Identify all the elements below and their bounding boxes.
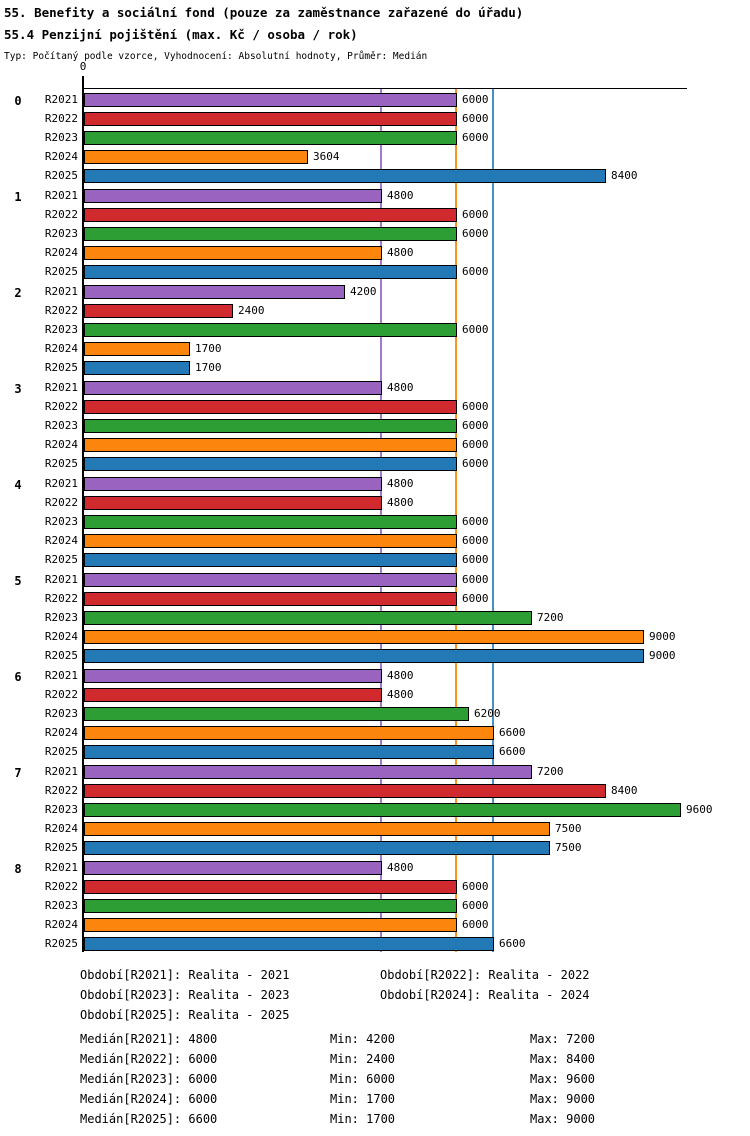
row-label-R2021: R2021 [44,285,78,298]
bar-value-group5-R2024: 9000 [649,630,676,643]
stats-max-row1: Max: 8400 [530,1052,596,1066]
bar-group1-R2022 [84,208,457,222]
bar-value-group5-R2023: 7200 [537,611,564,624]
row-label-R2025: R2025 [44,361,78,374]
bar-value-group2-R2024: 1700 [195,342,222,355]
bar-value-group0-R2022: 6000 [462,112,489,125]
bar-group8-R2024 [84,918,457,932]
row-label-R2022: R2022 [44,784,78,797]
bar-value-group8-R2023: 6000 [462,899,489,912]
stats-median-row3: Medián[R2024]: 6000 [80,1092,218,1106]
row-label-R2025: R2025 [44,745,78,758]
bar-value-group0-R2024: 3604 [313,150,340,163]
group-label-7: 7 [14,766,22,780]
group-label-4: 4 [14,478,22,492]
stats-max-row2: Max: 9600 [530,1072,596,1086]
row-label-R2024: R2024 [44,246,78,259]
group-label-2: 2 [14,286,22,300]
row-label-R2021: R2021 [44,381,78,394]
legend-item-0: Období[R2021]: Realita - 2021 [80,968,290,982]
group-label-3: 3 [14,382,22,396]
row-label-R2023: R2023 [44,227,78,240]
group-label-1: 1 [14,190,22,204]
row-label-R2025: R2025 [44,937,78,950]
stats-median-row1: Medián[R2022]: 6000 [80,1052,218,1066]
row-label-R2022: R2022 [44,592,78,605]
bar-value-group0-R2023: 6000 [462,131,489,144]
row-label-R2021: R2021 [44,765,78,778]
row-label-R2025: R2025 [44,169,78,182]
row-label-R2021: R2021 [44,669,78,682]
bar-group3-R2023 [84,419,457,433]
bar-value-group2-R2025: 1700 [195,361,222,374]
bar-value-group4-R2021: 4800 [387,477,414,490]
bar-group4-R2025 [84,553,457,567]
legend-item-4: Období[R2025]: Realita - 2025 [80,1008,290,1022]
bar-group4-R2021 [84,477,382,491]
stats-min-row1: Min: 2400 [330,1052,396,1066]
row-label-R2024: R2024 [44,342,78,355]
bar-group3-R2022 [84,400,457,414]
bar-value-group2-R2021: 4200 [350,285,377,298]
bar-group5-R2022 [84,592,457,606]
bar-group1-R2021 [84,189,382,203]
row-label-R2022: R2022 [44,400,78,413]
group-label-6: 6 [14,670,22,684]
bar-value-group6-R2024: 6600 [499,726,526,739]
bar-value-group8-R2021: 4800 [387,861,414,874]
bar-group6-R2023 [84,707,469,721]
bar-value-group0-R2025: 8400 [611,169,638,182]
bar-group5-R2024 [84,630,644,644]
chart-meta-line: Typ: Počítaný podle vzorce, Vyhodnocení: Absolutní hodnoty, Průměr: Medián [4,51,428,62]
stats-max-row3: Max: 9000 [530,1092,596,1106]
bar-group7-R2023 [84,803,681,817]
legend-item-1: Období[R2022]: Realita - 2022 [380,968,590,982]
bar-group6-R2021 [84,669,382,683]
bar-value-group3-R2025: 6000 [462,457,489,470]
stats-median-row2: Medián[R2023]: 6000 [80,1072,218,1086]
group-label-0: 0 [14,94,22,108]
row-label-R2024: R2024 [44,630,78,643]
bar-group3-R2024 [84,438,457,452]
bar-value-group2-R2022: 2400 [238,304,265,317]
row-label-R2023: R2023 [44,515,78,528]
row-label-R2021: R2021 [44,93,78,106]
bar-value-group7-R2025: 7500 [555,841,582,854]
bar-group2-R2022 [84,304,233,318]
bar-group7-R2025 [84,841,550,855]
row-label-R2021: R2021 [44,861,78,874]
stats-min-row2: Min: 6000 [330,1072,396,1086]
bar-group6-R2022 [84,688,382,702]
stats-min-row4: Min: 1700 [330,1112,396,1126]
bar-group1-R2023 [84,227,457,241]
bar-value-group2-R2023: 6000 [462,323,489,336]
row-label-R2021: R2021 [44,477,78,490]
bar-value-group1-R2025: 6000 [462,265,489,278]
bar-group7-R2021 [84,765,532,779]
bar-value-group5-R2022: 6000 [462,592,489,605]
bar-group4-R2023 [84,515,457,529]
bar-group5-R2025 [84,649,644,663]
bar-value-group3-R2021: 4800 [387,381,414,394]
stats-max-row4: Max: 9000 [530,1112,596,1126]
bar-group8-R2023 [84,899,457,913]
bar-group2-R2023 [84,323,457,337]
stats-max-row0: Max: 7200 [530,1032,596,1046]
group-label-8: 8 [14,862,22,876]
bar-value-group1-R2021: 4800 [387,189,414,202]
page-title: 55. Benefity a sociální fond (pouze za zaměstnance zařazené do úřadu) [4,5,524,20]
row-label-R2023: R2023 [44,323,78,336]
row-label-R2022: R2022 [44,304,78,317]
row-label-R2023: R2023 [44,899,78,912]
row-label-R2023: R2023 [44,419,78,432]
page-subtitle: 55.4 Penzijní pojištění (max. Kč / osoba / rok) [4,27,358,42]
bar-group8-R2022 [84,880,457,894]
bar-value-group7-R2023: 9600 [686,803,713,816]
bar-value-group3-R2024: 6000 [462,438,489,451]
bar-group0-R2024 [84,150,308,164]
stats-min-row3: Min: 1700 [330,1092,396,1106]
bar-value-group3-R2023: 6000 [462,419,489,432]
bar-value-group6-R2021: 4800 [387,669,414,682]
row-label-R2023: R2023 [44,131,78,144]
bar-value-group7-R2022: 8400 [611,784,638,797]
bar-value-group4-R2023: 6000 [462,515,489,528]
row-label-R2025: R2025 [44,265,78,278]
row-label-R2022: R2022 [44,208,78,221]
x-axis-zero-label: 0 [79,60,87,73]
row-label-R2022: R2022 [44,880,78,893]
bar-value-group1-R2022: 6000 [462,208,489,221]
bar-value-group1-R2023: 6000 [462,227,489,240]
bar-group6-R2024 [84,726,494,740]
stats-median-row4: Medián[R2025]: 6600 [80,1112,218,1126]
bar-group8-R2021 [84,861,382,875]
legend-item-2: Období[R2023]: Realita - 2023 [80,988,290,1002]
bar-value-group8-R2025: 6600 [499,937,526,950]
bar-group3-R2021 [84,381,382,395]
row-label-R2024: R2024 [44,438,78,451]
row-label-R2025: R2025 [44,841,78,854]
bar-value-group7-R2024: 7500 [555,822,582,835]
bar-group1-R2024 [84,246,382,260]
bar-group2-R2024 [84,342,190,356]
stats-min-row0: Min: 4200 [330,1032,396,1046]
bar-value-group0-R2021: 6000 [462,93,489,106]
row-label-R2021: R2021 [44,189,78,202]
bar-group8-R2025 [84,937,494,951]
bar-group3-R2025 [84,457,457,471]
bar-value-group8-R2024: 6000 [462,918,489,931]
row-label-R2021: R2021 [44,573,78,586]
legend-item-3: Období[R2024]: Realita - 2024 [380,988,590,1002]
row-label-R2025: R2025 [44,457,78,470]
row-label-R2023: R2023 [44,707,78,720]
bar-value-group7-R2021: 7200 [537,765,564,778]
bar-group2-R2025 [84,361,190,375]
bar-group5-R2021 [84,573,457,587]
bar-value-group8-R2022: 6000 [462,880,489,893]
bar-group6-R2025 [84,745,494,759]
bar-value-group4-R2022: 4800 [387,496,414,509]
bar-group4-R2022 [84,496,382,510]
row-label-R2025: R2025 [44,553,78,566]
row-label-R2024: R2024 [44,822,78,835]
bar-group7-R2022 [84,784,606,798]
bar-value-group1-R2024: 4800 [387,246,414,259]
row-label-R2023: R2023 [44,611,78,624]
bar-value-group6-R2025: 6600 [499,745,526,758]
row-label-R2022: R2022 [44,688,78,701]
row-label-R2022: R2022 [44,496,78,509]
row-label-R2024: R2024 [44,918,78,931]
bar-value-group4-R2025: 6000 [462,553,489,566]
bar-group7-R2024 [84,822,550,836]
bar-group1-R2025 [84,265,457,279]
bar-group2-R2021 [84,285,345,299]
bar-value-group4-R2024: 6000 [462,534,489,547]
bar-group0-R2023 [84,131,457,145]
bar-group0-R2025 [84,169,606,183]
bar-value-group5-R2021: 6000 [462,573,489,586]
bar-group5-R2023 [84,611,532,625]
bar-group4-R2024 [84,534,457,548]
stats-median-row0: Medián[R2021]: 4800 [80,1032,218,1046]
group-label-5: 5 [14,574,22,588]
row-label-R2024: R2024 [44,534,78,547]
bar-value-group6-R2023: 6200 [474,707,501,720]
row-label-R2025: R2025 [44,649,78,662]
row-label-R2024: R2024 [44,150,78,163]
bar-value-group5-R2025: 9000 [649,649,676,662]
row-label-R2022: R2022 [44,112,78,125]
bar-value-group6-R2022: 4800 [387,688,414,701]
bar-value-group3-R2022: 6000 [462,400,489,413]
row-label-R2023: R2023 [44,803,78,816]
row-label-R2024: R2024 [44,726,78,739]
